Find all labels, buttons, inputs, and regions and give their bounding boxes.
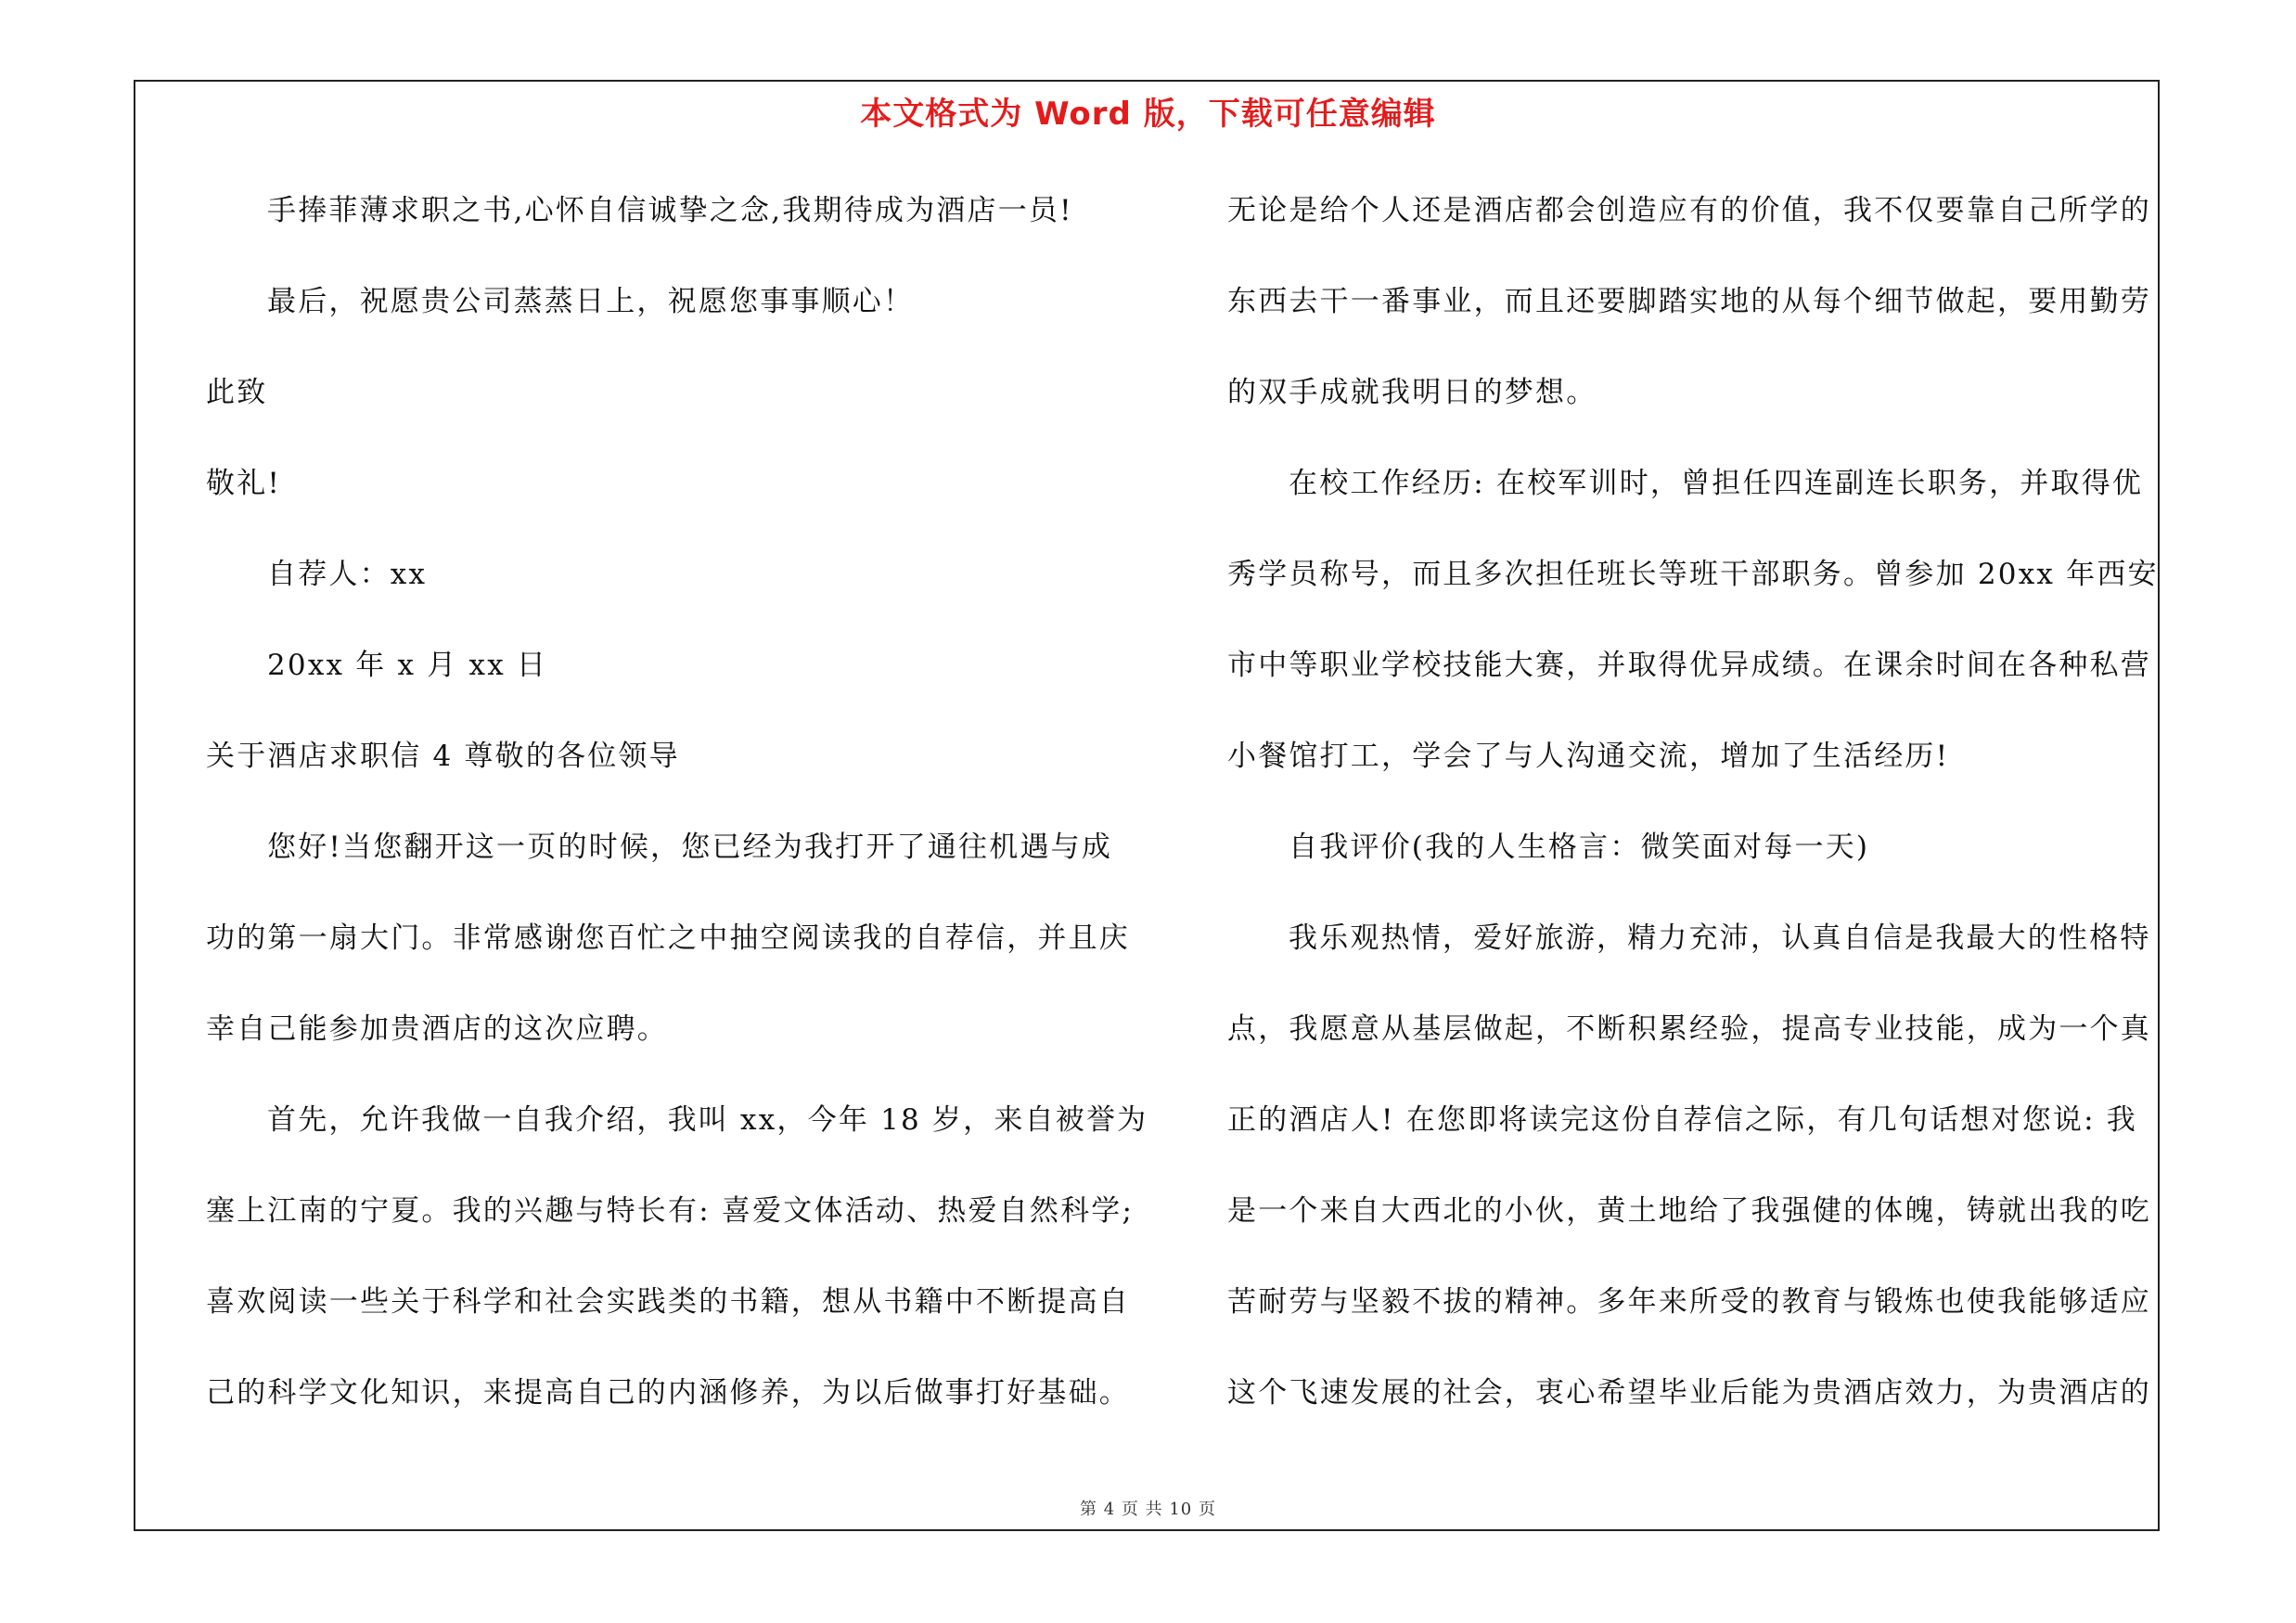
text-line: 点，我愿意从基层做起，不断积累经验，提高专业技能，成为一个真 [1227,1012,2151,1046]
text-line: 市中等职业学校技能大赛，并取得优异成绩。在课余时间在各种私营 [1227,649,2151,682]
text-line: 敬礼! [206,467,282,500]
text-line: 在校工作经历: 在校军训时，曾担任四连副连长职务，并取得优 [1289,467,2144,500]
text-line: 小餐馆打工，学会了与人沟通交流，增加了生活经历! [1227,740,1950,773]
text-line: 20xx 年 x 月 xx 日 [267,649,548,682]
text-line: 秀学员称号，而且多次担任班长等班干部职务。曾参加 20xx 年西安 [1227,558,2159,591]
text-line: 塞上江南的宁夏。我的兴趣与特长有: 喜爱文体活动、热爱自然科学; [206,1194,1135,1228]
text-line: 最后，祝愿贵公司蒸蒸日上，祝愿您事事顺心！ [267,285,915,318]
text-line: 这个飞速发展的社会，衷心希望毕业后能为贵酒店效力，为贵酒店的 [1227,1376,2151,1410]
text-line: 喜欢阅读一些关于科学和社会实践类的书籍，想从书籍中不断提高自 [206,1285,1130,1319]
text-line: 自我评价(我的人生格言：微笑面对每一天) [1289,831,1870,864]
text-line: 此致 [206,376,268,409]
text-line: 手捧菲薄求职之书,心怀自信诚挚之念,我期待成为酒店一员! [267,194,1073,227]
text-line: 己的科学文化知识，来提高自己的内涵修养，为以后做事打好基础。 [206,1376,1130,1410]
page-number-footer: 第 4 页 共 10 页 [1080,1500,1216,1519]
text-line: 苦耐劳与坚毅不拔的精神。多年来所受的教育与锻炼也使我能够适应 [1227,1285,2151,1319]
word-format-banner: 本文格式为 Word 版，下载可任意编辑 [860,96,1436,133]
text-line: 我乐观热情，爱好旅游，精力充沛，认真自信是我最大的性格特 [1289,921,2151,955]
text-line: 自荐人：xx [267,558,428,591]
text-line: 的双手成就我明日的梦想。 [1227,376,1597,409]
text-line: 东西去干一番事业，而且还要脚踏实地的从每个细节做起，要用勤劳 [1227,285,2151,318]
text-line: 首先，允许我做一自我介绍，我叫 xx，今年 18 岁，来自被誉为 [267,1103,1148,1137]
text-line: 是一个来自大西北的小伙，黄土地给了我强健的体魄，铸就出我的吃 [1227,1194,2151,1228]
text-line: 功的第一扇大门。非常感谢您百忙之中抽空阅读我的自荐信，并且庆 [206,921,1130,955]
text-line: 幸自己能参加贵酒店的这次应聘。 [206,1012,668,1046]
text-line: 无论是给个人还是酒店都会创造应有的价值，我不仅要靠自己所学的 [1227,194,2151,227]
right-text-column [1227,181,2164,1454]
text-line: 正的酒店人! 在您即将读完这份自荐信之际，有几句话想对您说: 我 [1227,1103,2138,1137]
text-line: 关于酒店求职信 4 尊敬的各位领导 [206,740,680,773]
text-line: 您好!当您翻开这一页的时候，您已经为我打开了通往机遇与成 [267,831,1113,864]
left-text-column [206,181,1148,1454]
